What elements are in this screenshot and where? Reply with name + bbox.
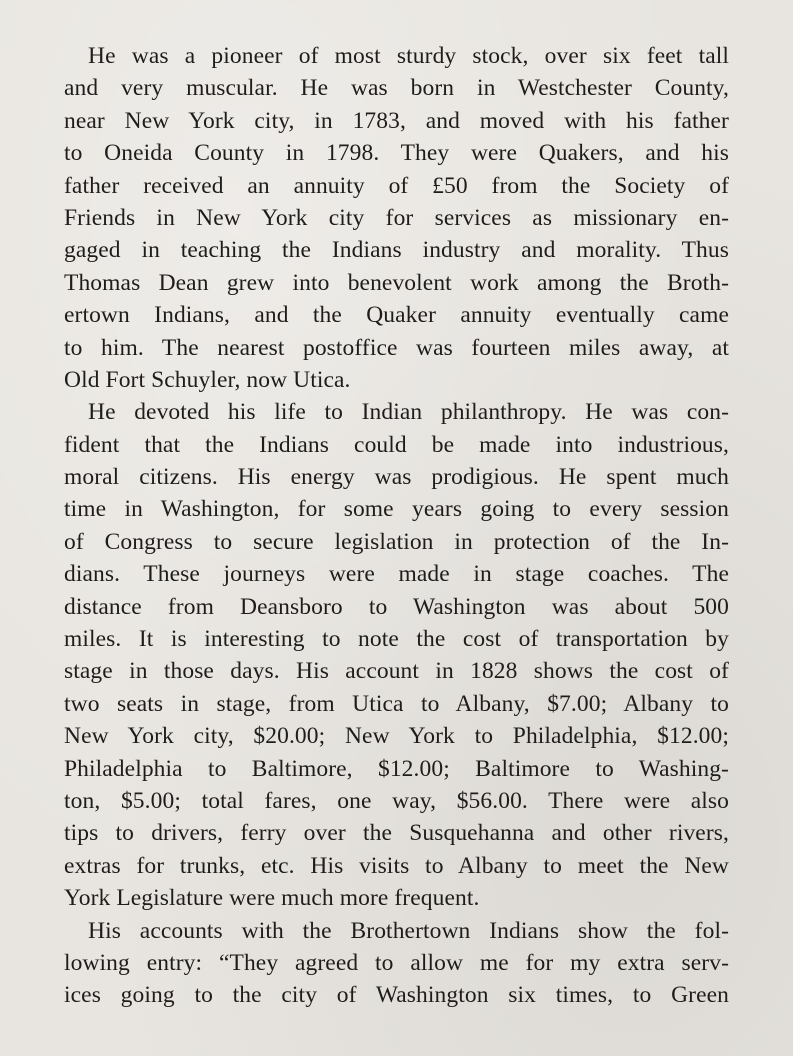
text-line: of Congress to secure legislation in protection of the In- [64,528,729,555]
paragraph-2 [64,396,729,914]
text-line: stage in those days. His account in 1828 shows the cost of [64,658,729,685]
text-line: ertown Indians, and the Quaker annuity eventually came [64,302,729,329]
text-line: time in Washington, for some years going to every session [64,496,729,523]
text-line: He was a pioneer of most sturdy stock, over six feet tall [88,43,729,69]
text-line: York Legislature were much more frequent. [64,885,480,912]
text-line: to him. The nearest postoffice was fourteen miles away, at [64,334,729,361]
paragraph-1 [64,40,729,396]
text-line: ices going to the city of Washington six times, to Green [64,982,729,1009]
text-line: lowing entry: “They agreed to allow me for my extra serv- [64,949,729,976]
text-line: Philadelphia to Baltimore, $12.00; Baltimore to Washing- [64,755,729,782]
text-line: Thomas Dean grew into benevolent work among the Broth- [64,269,729,296]
text-line: and very muscular. He was born in Westchester County, [64,75,729,102]
text-line: near New York city, in 1783, and moved with his father [64,107,729,134]
text-line: tips to drivers, ferry over the Susquehanna and other rivers, [64,820,729,847]
text-line: Friends in New York city for services as missionary en- [64,204,729,231]
text-line: moral citizens. His energy was prodigious. He spent much [64,464,729,491]
text-line: He devoted his life to Indian philanthropy. He was con- [88,399,729,426]
text-line: extras for trunks, etc. His visits to Albany to meet the New [64,852,729,879]
text-line: Old Fort Schuyler, now Utica. [64,366,351,393]
text-line: ton, $5.00; total fares, one way, $56.00. There were also [64,787,729,814]
text-line: to Oneida County in 1798. They were Quakers, and his [64,140,729,167]
text-line: gaged in teaching the Indians industry and morality. Thus [64,237,729,264]
text-line: dians. These journeys were made in stage coaches. The [64,561,729,588]
text-line: miles. It is interesting to note the cost of transportation by [64,626,729,653]
paragraph-3 [64,915,729,1012]
body-text [64,40,729,1012]
text-line: New York city, $20.00; New York to Philadelphia, $12.00; [64,723,729,750]
text-line: His accounts with the Brothertown Indians show the fol- [88,917,729,944]
text-line: father received an annuity of £50 from the Society of [64,172,729,199]
text-line: two seats in stage, from Utica to Albany, $7.00; Albany to [64,690,729,717]
text-line: fident that the Indians could be made into industrious, [64,431,729,458]
text-line: distance from Deansboro to Washington was about 500 [64,593,729,620]
